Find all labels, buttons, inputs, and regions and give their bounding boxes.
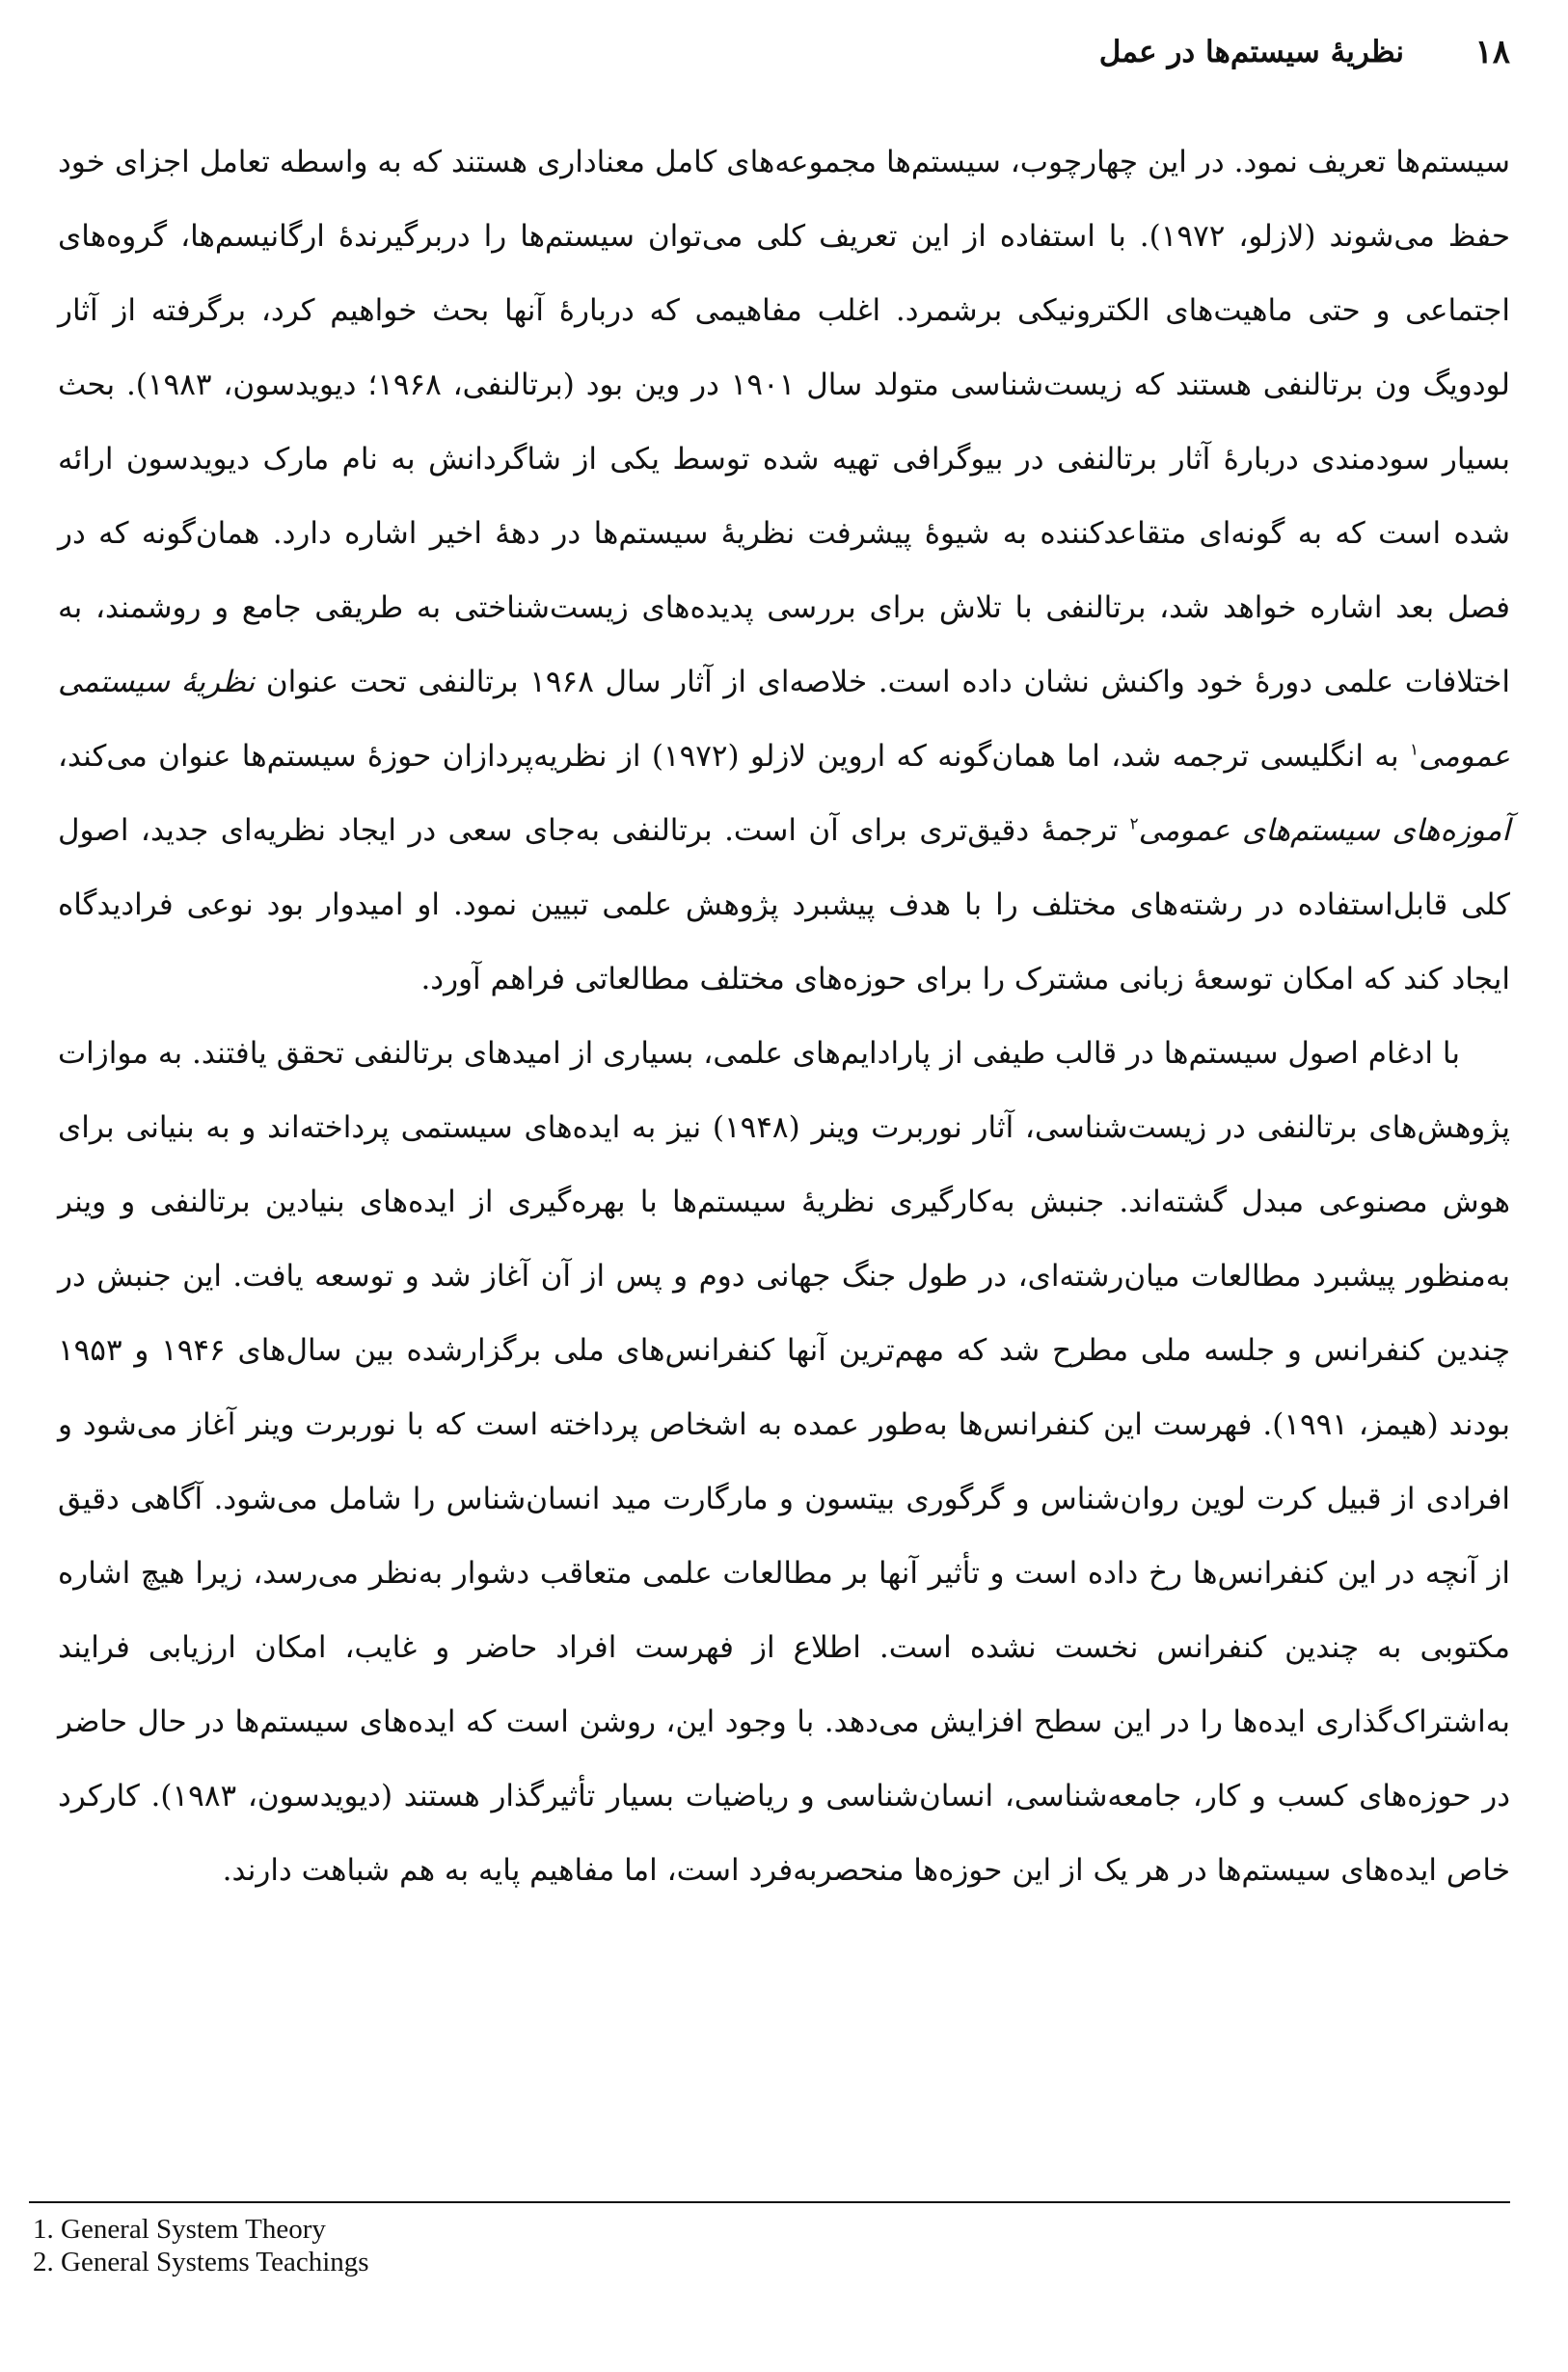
running-header [58,33,1510,91]
footnote-item: 1. General System Theory [33,2214,326,2245]
body-text [58,125,1510,1908]
text-run: با ادغام اصول سیستم‌ها در قالب طیفی از پارادایم‌های علمی، بسیاری از امیدهای برتالنفی تحقق یافتند. به موازات پژوهش‌های برتالنفی در زیست‌شناسی، آثار نوربرت وینر (۱۹۴۸) نیز به ایده‌های سیستمی پرداخته‌اند و به بنیانی برای هوش مصنوعی مبدل گشته‌اند. جنبش به‌کارگیری نظریۀ سیستم‌ها با بهره‌گیری از ایده‌های بنیادین برتالنفی و وینر به‌منظور پیشبرد مطالعات میان‌رشته‌ای، در طول جنگ جهانی دوم و پس از آن آغاز شد و توسعه یافت. این جنبش در چندین کنفرانس و جلسه ملی مطرح شد که مهم‌ترین آنها کنفرانس‌های ملی برگزارشده بین سال‌های ۱۹۴۶ و ۱۹۵۳ بودند (هیمز، ۱۹۹۱). فهرست این کنفرانس‌ها به‌طور عمده به اشخاص پرداخته است که با نوربرت وینر آغاز می‌شود و افرادی از قبیل کرت لوین روان‌شناس و گرگوری بیتسون و مارگارت مید انسان‌شناس را شامل می‌شود. آگاهی دقیق از آنچه در این کنفرانس‌ها رخ داده است و تأثیر آنها بر مطالعات علمی متعاقب دشوار به‌نظر می‌رسد، زیرا هیچ اشاره مکتوبی به چندین کنفرانس نخست نشده است. اطلاع از فهرست افراد حاضر و غایب، امکان ارزیابی فرایند به‌اشتراک‌گذاری ایده‌ها را در این سطح افزایش می‌دهد. با وجود این، روشن است که ایده‌های سیستم‌ها در حال حاضر در حوزه‌های کسب و کار، جامعه‌شناسی، انسان‌شناسی و ریاضیات بسیار تأثیرگذار هستند (دیویدسون، ۱۹۸۳). کارکرد خاص ایده‌های سیستم‌ها در هر یک از این حوزه‌ها منحصربه‌فرد است، اما مفاهیم پایه به هم شباهت دارند. [58,1036,1511,1888]
text-run: ترجمۀ دقیق‌تری برای آن است. برتالنفی به‌جای سعی در ایجاد نظریه‌ای جدید، اصول کلی قابل‌استفاده در رشته‌های مختلف را با هدف پیشبرد پژوهش علمی تبیین نمود. او امیدوار بود نوعی فرادیدگاه ایجاد کند که امکان توسعۀ زبانی مشترک را برای حوزه‌های مختلف مطالعاتی فراهم آورد. [58,813,1510,996]
footnote-item: 2. General Systems Teachings [33,2247,369,2277]
text-run: سیستم‌ها تعریف نمود. در این چهارچوب، سیستم‌ها مجموعه‌های کامل معناداری هستند که به واسطه تعامل اجزای خود حفظ می‌شوند (لازلو، ۱۹۷۲). با استفاده از این تعریف کلی می‌توان سیستم‌ها را دربرگیرندۀ ارگانیسم‌ها، گروه‌های اجتماعی و حتی ماهیت‌های الکترونیکی برشمرد. اغلب مفاهیمی که دربارۀ آنها بحث خواهیم کرد، برگرفته از آثار لودویگ ون برتالنفی هستند که زیست‌شناسی متولد سال ۱۹۰۱ در وین بود (برتالنفی، ۱۹۶۸؛ دیویدسون، ۱۹۸۳). بحث بسیار سودمندی دربارۀ آثار برتالنفی در بیوگرافی تهیه شده توسط یکی از شاگردانش به نام مارک دیویدسون ارائه شده است که به گونه‌ای متقاعدکننده به شیوۀ پیشرفت نظریۀ سیستم‌ها در دهۀ اخیر اشاره دارد. همان‌گونه که در فصل بعد اشاره خواهد شد، برتالنفی با تلاش برای بررسی پدیده‌های زیست‌شناختی به طریقی جامع و روشمند، به اختلافات علمی دورۀ خود واکنش نشان داده است. خلاصه‌ای از آثار سال ۱۹۶۸ برتالنفی تحت عنوان [58,145,1511,699]
footnotes [33,2213,1510,2278]
footnote-marker: ۱ [1409,740,1419,760]
italic-title: نظریۀ سیستمی عمومی [58,665,1510,774]
italic-title: آموزه‌های سیستم‌های عمومی [1138,813,1510,848]
text-run: به انگلیسی ترجمه شد، اما همان‌گونه که اروین لازلو (۱۹۷۲) از نظریه‌پردازان حوزۀ سیستم‌ها عنوان می‌کند، [58,739,1410,774]
running-title: نظریۀ سیستم‌ها در عمل [1098,35,1404,69]
footnote-marker: ۲ [1129,814,1139,834]
page-number: ۱۸ [1474,33,1510,71]
footnote-divider [29,2201,1510,2203]
paragraph [58,125,1510,1017]
paragraph [58,1017,1510,1908]
